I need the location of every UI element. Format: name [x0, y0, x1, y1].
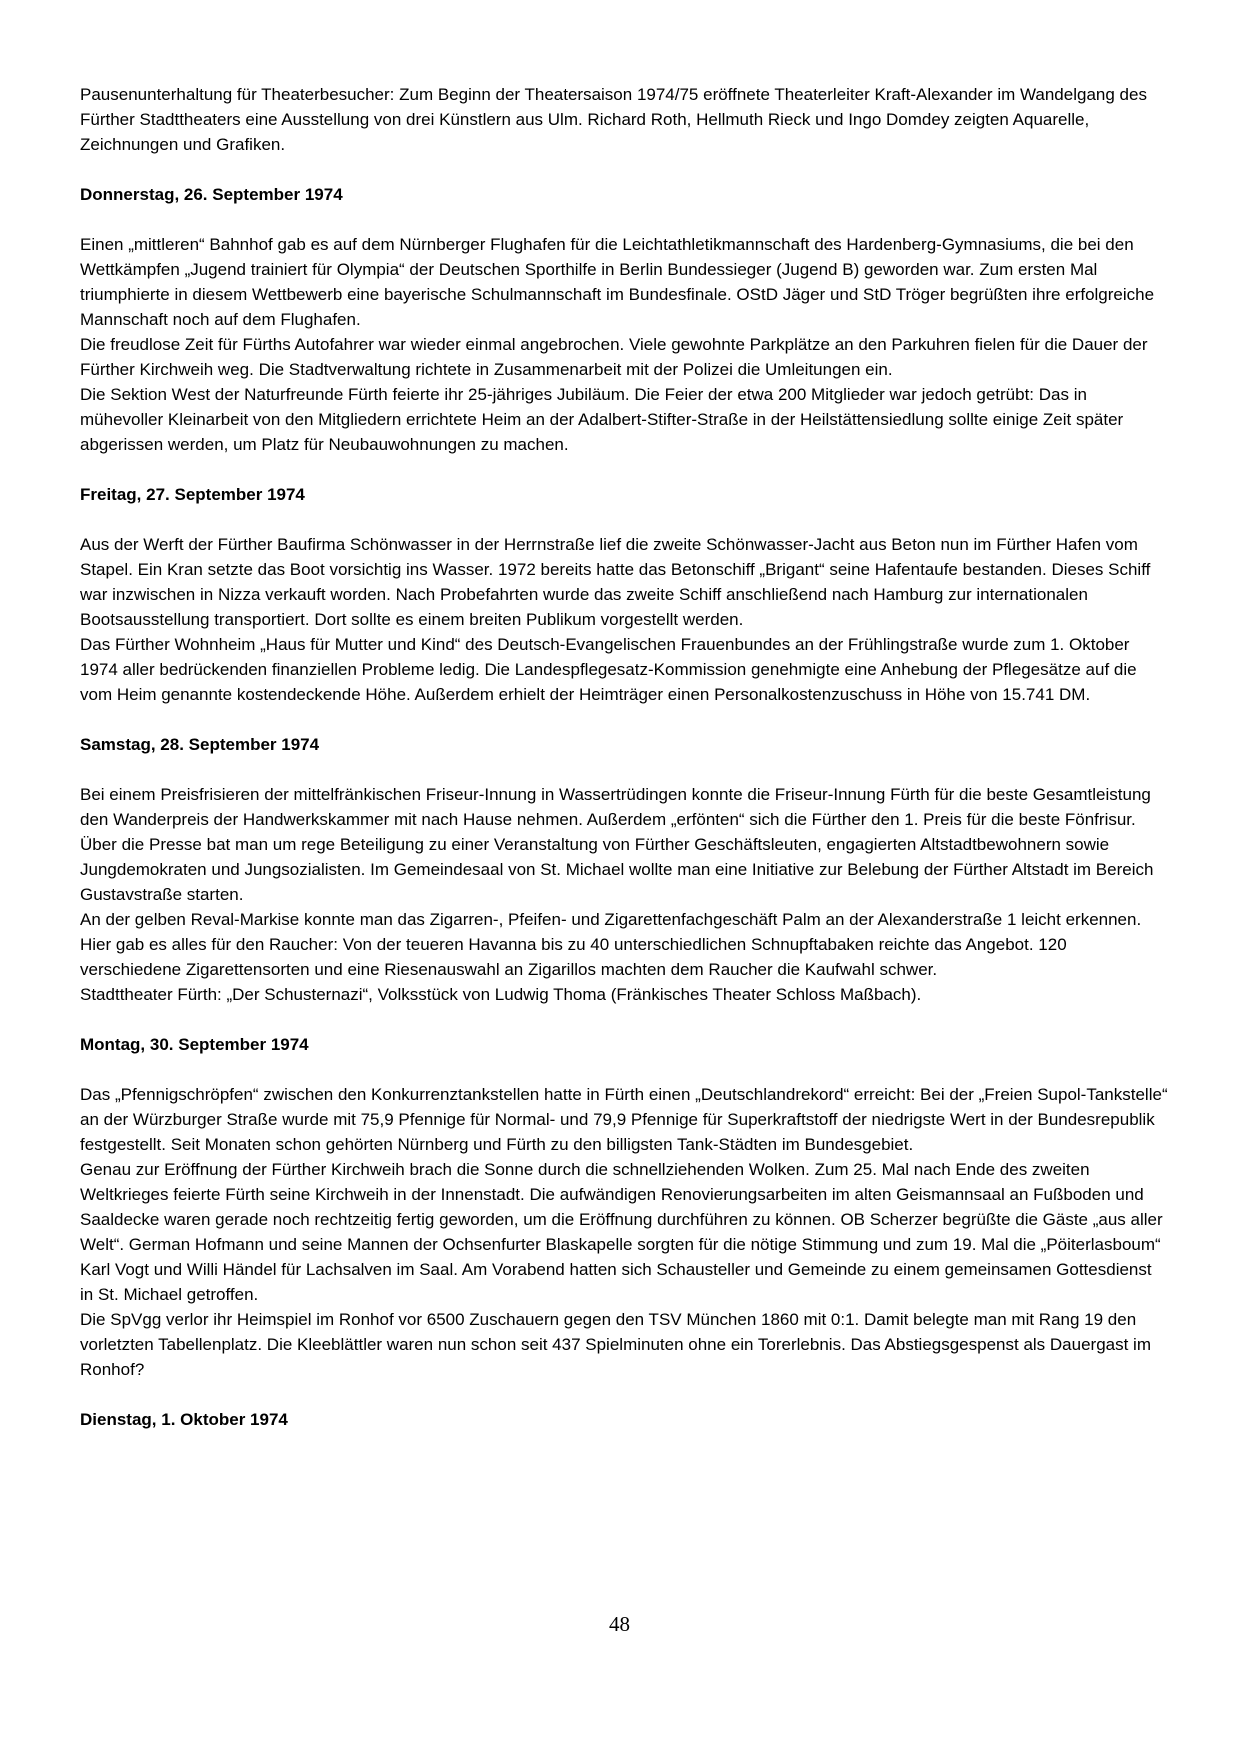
section-heading-montag: Montag, 30. September 1974 — [80, 1035, 309, 1054]
section-heading-samstag: Samstag, 28. September 1974 — [80, 735, 320, 754]
paragraph: Die SpVgg verlor ihr Heimspiel im Ronhof vor 6500 Zuschauern gegen den TSV München 1860 mit 0:1. Damit belegte man mit Rang 19 den vorletzten Tabellenplatz. Die Kleeblättler waren nun schon seit 437 Spielminuten ohne ein Torerlebnis. Das Abstiegsgespenst als Dauergast im Ronhof? — [80, 1310, 1151, 1379]
paragraph: Das „Pfennigschröpfen“ zwischen den Konkurrenztankstellen hatte in Fürth einen „Deutschlandrekord“ erreicht: Bei der „Freien Supol-Tankstelle“ an der Würzburger Straße wurde mit 75,9 Pfennige für Normal- und 79,9 Pfennige für Superkraftstoff der niedrigste Wert in der Bundesrepublik festgestellt. Seit Monaten schon gehörten Nürnberg und Fürth zu den billigsten Tank-Städten im Bundesgebiet. — [80, 1085, 1168, 1154]
document-content — [80, 82, 1168, 1457]
paragraph: An der gelben Reval-Markise konnte man das Zigarren-, Pfeifen- und Zigarettenfachgeschäft Palm an der Alexanderstraße 1 leicht erkennen. Hier gab es alles für den Raucher: Von der teueren Havanna bis zu 40 unterschiedlichen Schnupftabaken reichte das Angebot. 120 verschiedene Zigarettensorten und eine Riesenauswahl an Zigarillos machten dem Raucher die Kaufwahl schwer. — [80, 910, 1142, 979]
section-heading-dienstag: Dienstag, 1. Oktober 1974 — [80, 1410, 288, 1429]
paragraph: Die freudlose Zeit für Fürths Autofahrer war wieder einmal angebrochen. Viele gewohnte Parkplätze an den Parkuhren fielen für die Dauer der Fürther Kirchweih weg. Die Stadtverwaltung richtete in Zusammenarbeit mit der Polizei die Umleitungen ein. — [80, 335, 1148, 379]
paragraph: Das Fürther Wohnheim „Haus für Mutter und Kind“ des Deutsch-Evangelischen Frauenbundes an der Frühlingstraße wurde zum 1. Oktober 1974 aller bedrückenden finanziellen Probleme ledig. Die Landespflegesatz-Kommission genehmigte eine Anhebung der Pflegesätze auf die vom Heim genannte kostendeckende Höhe. Außerdem erhielt der Heimträger einen Personalkostenzuschuss in Höhe von 15.741 DM. — [80, 635, 1137, 704]
paragraph: Stadttheater Fürth: „Der Schusternazi“, Volksstück von Ludwig Thoma (Fränkisches Theater Schloss Maßbach). — [80, 985, 922, 1004]
section-heading-donnerstag: Donnerstag, 26. September 1974 — [80, 185, 343, 204]
paragraph: Aus der Werft der Fürther Baufirma Schönwasser in der Herrnstraße lief die zweite Schönwasser-Jacht aus Beton nun im Fürther Hafen vom Stapel. Ein Kran setzte das Boot vorsichtig ins Wasser. 1972 bereits hatte das Betonschiff „Brigant“ seine Hafentaufe bestanden. Dieses Schiff war inzwischen in Nizza verkauft worden. Nach Probefahrten wurde das zweite Schiff anschließend nach Hamburg zur internationalen Bootsausstellung transportiert. Dort sollte es einem breiten Publikum vorgestellt werden. — [80, 535, 1151, 629]
paragraph: Einen „mittleren“ Bahnhof gab es auf dem Nürnberger Flughafen für die Leichtathletikmannschaft des Hardenberg-Gymnasiums, die bei den Wettkämpfen „Jugend trainiert für Olympia“ der Deutschen Sporthilfe in Berlin Bundessieger (Jugend B) geworden war. Zum ersten Mal triumphierte in diesem Wettbewerb eine bayerische Schulmannschaft im Bundesfinale. OStD Jäger und StD Tröger begrüßten ihre erfolgreiche Mannschaft noch auf dem Flughafen. — [80, 235, 1155, 329]
paragraph: Pausenunterhaltung für Theaterbesucher: Zum Beginn der Theatersaison 1974/75 eröffnete Theaterleiter Kraft-Alexander im Wandelgang des Fürther Stadttheaters eine Ausstellung von drei Künstlern aus Ulm. Richard Roth, Hellmuth Rieck und Ingo Domdey zeigten Aquarelle, Zeichnungen und Grafiken. — [80, 85, 1147, 154]
paragraph: Bei einem Preisfrisieren der mittelfränkischen Friseur-Innung in Wassertrüdingen konnte die Friseur-Innung Fürth für die beste Gesamtleistung den Wanderpreis der Handwerkskammer mit nach Hause nehmen. Außerdem „erfönten“ sich die Fürther den 1. Preis für die beste Fönfrisur. — [80, 785, 1151, 829]
paragraph: Die Sektion West der Naturfreunde Fürth feierte ihr 25-jähriges Jubiläum. Die Feier der etwa 200 Mitglieder war jedoch getrübt: Das in mühevoller Kleinarbeit von den Mitgliedern errichtete Heim an der Adalbert-Stifter-Straße in der Heilstättensiedlung sollte einige Zeit später abgerissen werden, um Platz für Neubauwohnungen zu machen. — [80, 385, 1124, 454]
paragraph: Genau zur Eröffnung der Fürther Kirchweih brach die Sonne durch die schnellziehenden Wolken. Zum 25. Mal nach Ende des zweiten Weltkrieges feierte Fürth seine Kirchweih in der Innenstadt. Die aufwändigen Renovierungsarbeiten im alten Geismannsaal an Fußboden und Saaldecke waren gerade noch rechtzeitig fertig geworden, um die Eröffnung durchführen zu können. OB Scherzer begrüßte die Gäste „aus aller Welt“. German Hofmann und seine Mannen der Ochsenfurter Blaskapelle sorgten für die nötige Stimmung und zum 19. Mal die „Pöiterlasboum“ Karl Vogt und Willi Händel für Lachsalven im Saal. Am Vorabend hatten sich Schausteller und Gemeinde zu einem gemeinsamen Gottesdienst in St. Michael getroffen. — [80, 1160, 1163, 1304]
section-heading-freitag: Freitag, 27. September 1974 — [80, 485, 305, 504]
paragraph: Über die Presse bat man um rege Beteiligung zu einer Veranstaltung von Fürther Geschäftsleuten, engagierten Altstadtbewohnern sowie Jungdemokraten und Jungsozialisten. Im Gemeindesaal von St. Michael wollte man eine Initiative zur Belebung der Fürther Altstadt im Bereich Gustavstraße starten. — [80, 835, 1154, 904]
page-number: 48 — [609, 1612, 630, 1636]
